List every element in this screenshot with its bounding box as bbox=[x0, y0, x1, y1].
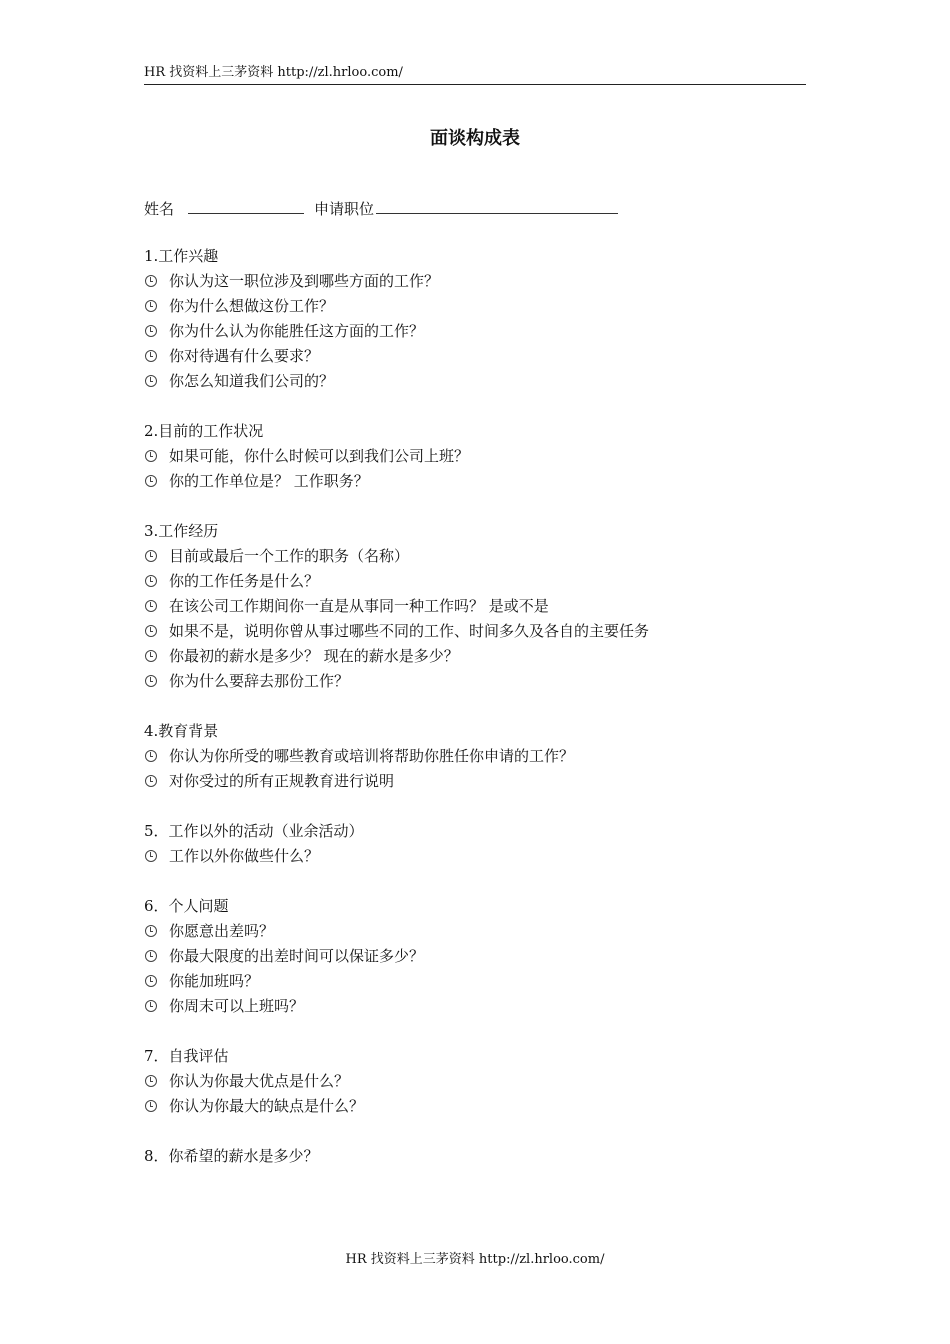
question-text: 你的工作任务是什么？ bbox=[169, 572, 320, 590]
question-item bbox=[144, 319, 824, 344]
question-item bbox=[144, 844, 824, 869]
page-header: HR 找资料上三茅资料 http://zl.hrloo.com/ bbox=[144, 64, 806, 85]
question-text: 你认为你最大的缺点是什么？ bbox=[169, 1097, 365, 1115]
question-item bbox=[144, 1069, 824, 1094]
question-item bbox=[144, 569, 824, 594]
clock-bullet-icon bbox=[145, 975, 157, 987]
question-text: 你周末可以上班吗？ bbox=[169, 997, 305, 1015]
section-heading: 6．个人问题 bbox=[144, 897, 229, 915]
question-text: 在该公司工作期间你一直是从事同一种工作吗？ 是或不是 bbox=[169, 597, 549, 615]
question-text: 如果不是，说明你曾从事过哪些不同的工作、时间多久及各自的主要任务 bbox=[169, 622, 650, 640]
question-text: 你能加班吗？ bbox=[169, 972, 260, 990]
question-item bbox=[144, 1094, 824, 1119]
question-text: 你为什么认为你能胜任这方面的工作？ bbox=[169, 322, 425, 340]
clock-bullet-icon bbox=[145, 600, 157, 612]
clock-bullet-icon bbox=[145, 575, 157, 587]
clock-bullet-icon bbox=[145, 675, 157, 687]
clock-bullet-icon bbox=[145, 375, 157, 387]
question-item bbox=[144, 294, 824, 319]
clock-bullet-icon bbox=[145, 325, 157, 337]
section bbox=[144, 719, 824, 794]
name-label: 姓名 bbox=[144, 200, 175, 218]
question-item bbox=[144, 369, 824, 394]
question-text: 你最大限度的出差时间可以保证多少？ bbox=[169, 947, 425, 965]
question-item bbox=[144, 594, 824, 619]
section bbox=[144, 819, 824, 869]
question-text: 如果可能，你什么时候可以到我们公司上班？ bbox=[169, 447, 470, 465]
clock-bullet-icon bbox=[145, 925, 157, 937]
question-item bbox=[144, 269, 824, 294]
clock-bullet-icon bbox=[145, 450, 157, 462]
question-text: 你认为你最大优点是什么？ bbox=[169, 1072, 350, 1090]
question-item bbox=[144, 469, 824, 494]
clock-bullet-icon bbox=[145, 300, 157, 312]
section-heading: 8．你希望的薪水是多少？ bbox=[144, 1147, 319, 1165]
question-item bbox=[144, 444, 824, 469]
clock-bullet-icon bbox=[145, 550, 157, 562]
clock-bullet-icon bbox=[145, 275, 157, 287]
question-text: 对你受过的所有正规教育进行说明 bbox=[169, 772, 395, 790]
name-blank bbox=[188, 198, 304, 214]
question-text: 你为什么要辞去那份工作？ bbox=[169, 672, 350, 690]
question-item bbox=[144, 544, 824, 569]
section-heading: 5．工作以外的活动（业余活动） bbox=[144, 822, 364, 840]
question-text: 你为什么想做这份工作？ bbox=[169, 297, 335, 315]
section-heading: 7．自我评估 bbox=[144, 1047, 229, 1065]
clock-bullet-icon bbox=[145, 650, 157, 662]
clock-bullet-icon bbox=[145, 625, 157, 637]
section bbox=[144, 1044, 824, 1119]
position-label: 申请职位 bbox=[314, 200, 375, 218]
section bbox=[144, 894, 824, 1019]
question-item bbox=[144, 669, 824, 694]
question-text: 你认为你所受的哪些教育或培训将帮助你胜任你申请的工作？ bbox=[169, 747, 575, 765]
clock-bullet-icon bbox=[145, 950, 157, 962]
question-text: 你怎么知道我们公司的？ bbox=[169, 372, 335, 390]
document-title: 面谈构成表 bbox=[430, 128, 520, 149]
section bbox=[144, 244, 824, 394]
section bbox=[144, 1144, 824, 1169]
question-item bbox=[144, 994, 824, 1019]
clock-bullet-icon bbox=[145, 750, 157, 762]
clock-bullet-icon bbox=[145, 1000, 157, 1012]
position-blank bbox=[376, 198, 618, 214]
question-text: 你认为这一职位涉及到哪些方面的工作？ bbox=[169, 272, 440, 290]
clock-bullet-icon bbox=[145, 775, 157, 787]
applicant-fields bbox=[144, 198, 618, 220]
clock-bullet-icon bbox=[145, 350, 157, 362]
clock-bullet-icon bbox=[145, 1100, 157, 1112]
question-item bbox=[144, 619, 824, 644]
question-text: 你对待遇有什么要求？ bbox=[169, 347, 320, 365]
page-footer: HR 找资料上三茅资料 http://zl.hrloo.com/ bbox=[345, 1252, 605, 1267]
question-item bbox=[144, 344, 824, 369]
section bbox=[144, 419, 824, 494]
question-item bbox=[144, 944, 824, 969]
question-item bbox=[144, 644, 824, 669]
section-heading: 1.工作兴趣 bbox=[144, 247, 219, 265]
question-text: 目前或最后一个工作的职务（名称） bbox=[169, 547, 410, 565]
section-heading: 2.目前的工作状况 bbox=[144, 422, 264, 440]
question-text: 你最初的薪水是多少？ 现在的薪水是多少？ bbox=[169, 647, 459, 665]
clock-bullet-icon bbox=[145, 1075, 157, 1087]
question-text: 你的工作单位是？ 工作职务？ bbox=[169, 472, 369, 490]
question-item bbox=[144, 919, 824, 944]
question-text: 工作以外你做些什么？ bbox=[169, 847, 320, 865]
section-heading: 3.工作经历 bbox=[144, 522, 219, 540]
question-text: 你愿意出差吗？ bbox=[169, 922, 275, 940]
section bbox=[144, 519, 824, 694]
question-sections bbox=[144, 244, 824, 1194]
clock-bullet-icon bbox=[145, 475, 157, 487]
question-item bbox=[144, 744, 824, 769]
question-item bbox=[144, 769, 824, 794]
section-heading: 4.教育背景 bbox=[144, 722, 219, 740]
question-item bbox=[144, 969, 824, 994]
clock-bullet-icon bbox=[145, 850, 157, 862]
